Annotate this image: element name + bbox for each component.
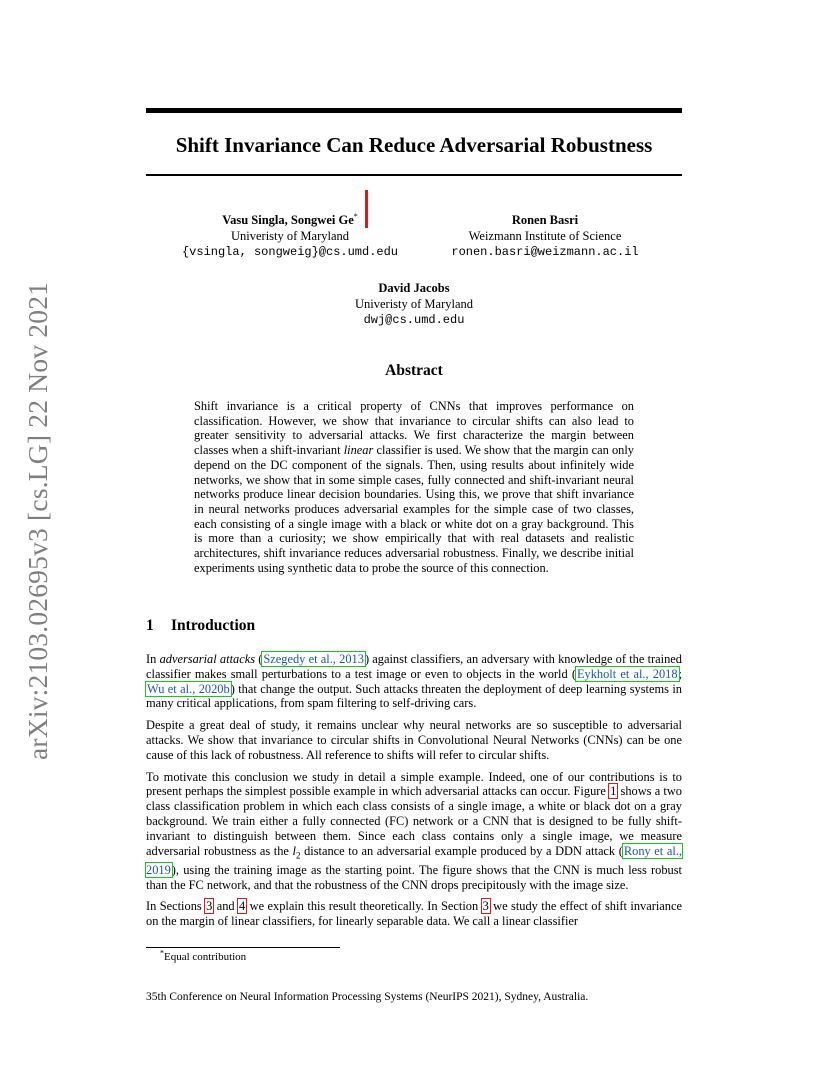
- author-affiliation: Univeristy of Maryland: [354, 297, 474, 311]
- footnote-rule: [146, 947, 340, 948]
- paragraph-1: In adversarial attacks (Szegedy et al., 2013) against classifiers, an adversary with knowledge of the trained classifier makes small perturbations to a test image or even to objects in the world (Eykholt et al., 2018; Wu et al., 2020b) that change the output. Such attacks threaten the deployment of deep learning systems in many critical applications, from spam filtering to self-driving cars.: [146, 652, 683, 711]
- equal-contribution-marker: *: [353, 211, 358, 221]
- author-name: David Jacobs: [378, 281, 450, 295]
- citation-eykholt-2018[interactable]: Eykholt et al., 2018: [576, 666, 678, 681]
- emphasis-linear: linear: [343, 443, 374, 458]
- section-title: Introduction: [171, 617, 256, 634]
- arxiv-identifier-stamp: arXiv:2103.02695v3 [cs.LG] 22 Nov 2021: [22, 281, 53, 760]
- title-top-rule: [146, 108, 682, 113]
- author-email: ronen.basri@weizmann.ac.il: [451, 245, 639, 259]
- abstract-heading: Abstract: [385, 362, 443, 379]
- citation-rony-2019[interactable]: Rony et al., 2019: [146, 843, 682, 877]
- paragraph-3: To motivate this conclusion we study in detail a simple example. Indeed, one of our contributions is to present perhaps the simplest possible example in which adversarial attacks can occur. Figure 1 shows a two class classification problem in which each class consists of a single image, a white or black dot on a gray background. We train either a fully connected (FC) network or a CNN that is designed to be fully shift-invariant to distinguish between them. Since each class contains only a single image, we measure adversarial robustness as the $l_2$ distance to an adversarial example produced by a DDN attack (Rony et al., 2019), using the training image as the starting point. The figure shows that the CNN is much less robust than the FC network, and that the robustness of the CNN drops precipitously with the image size.: [146, 769, 682, 892]
- figure-ref-1[interactable]: 1: [610, 784, 617, 799]
- author-name: Ronen Basri: [511, 213, 579, 227]
- citation-wu-2020b[interactable]: Wu et al., 2020b: [147, 681, 230, 696]
- author-email: dwj@cs.umd.edu: [363, 313, 465, 327]
- section-ref-4[interactable]: 4: [239, 899, 246, 914]
- section-heading-introduction: [146, 617, 255, 635]
- footnote-equal-contribution: *Equal contribution: [160, 948, 247, 963]
- math-l2: $l_2$: [292, 843, 301, 861]
- conference-note: 35th Conference on Neural Information Processing Systems (NeurIPS 2021), Sydney, Australia.: [146, 991, 589, 1003]
- introduction-body: [146, 652, 682, 936]
- author-affiliation: Weizmann Institute of Science: [468, 229, 622, 243]
- author-block-basri: [430, 212, 660, 260]
- emphasis-adversarial-attacks: adversarial attacks: [159, 652, 256, 666]
- paper-title: Shift Invariance Can Reduce Adversarial Robustness: [175, 133, 653, 157]
- abstract-text: Shift invariance is a critical property of CNNs that improves performance on classification. However, we show that invariance to circular shifts can also lead to greater sensitivity to adversarial attacks. We first characterize the margin between classes when a shift-invariant linear classifier is used. We show that the margin can only depend on the DC component of the signals. Then, using results about infinitely wide networks, we show that in some simple cases, fully connected and shift-invariant neural networks produce linear decision boundaries. Using this, we prove that shift invariance in neural networks produces adversarial examples for the simple case of two classes, each consisting of a single image with a black or white dot on a gray background. This is more than a curiosity; we show empirically that with real datasets and realistic architectures, shift invariance reduces adversarial robustness. Finally, we describe initial experiments using synthetic data to probe the source of this connection.: [194, 399, 634, 575]
- author-name: Vasu Singla, Songwei Ge*: [222, 211, 358, 227]
- author-affiliation: Univeristy of Maryland: [230, 229, 350, 243]
- author-block-singla-ge: [170, 212, 410, 260]
- title-bottom-rule: [146, 174, 682, 176]
- section-ref-3b[interactable]: 3: [482, 899, 489, 914]
- paragraph-4: In Sections 3 and 4 we explain this result theoretically. In Section 3 we study the effect of shift invariance on the margin of linear classifiers, for linearly separable data. We call a linear classifier: [146, 899, 682, 929]
- section-number: 1: [146, 617, 154, 634]
- author-block-jacobs: [300, 280, 528, 328]
- section-ref-3[interactable]: 3: [206, 899, 213, 914]
- paragraph-2: Despite a great deal of study, it remains unclear why neural networks are so susceptible to adversarial attacks. We show that invariance to circular shifts in Convolutional Neural Networks (CNNs) can be one cause of this lack of robustness. All reference to shifts will refer to circular shifts.: [146, 718, 682, 762]
- citation-szegedy-2013[interactable]: Szegedy et al., 2013: [263, 652, 364, 666]
- author-email: {vsingla, songweig}@cs.umd.edu: [181, 245, 399, 259]
